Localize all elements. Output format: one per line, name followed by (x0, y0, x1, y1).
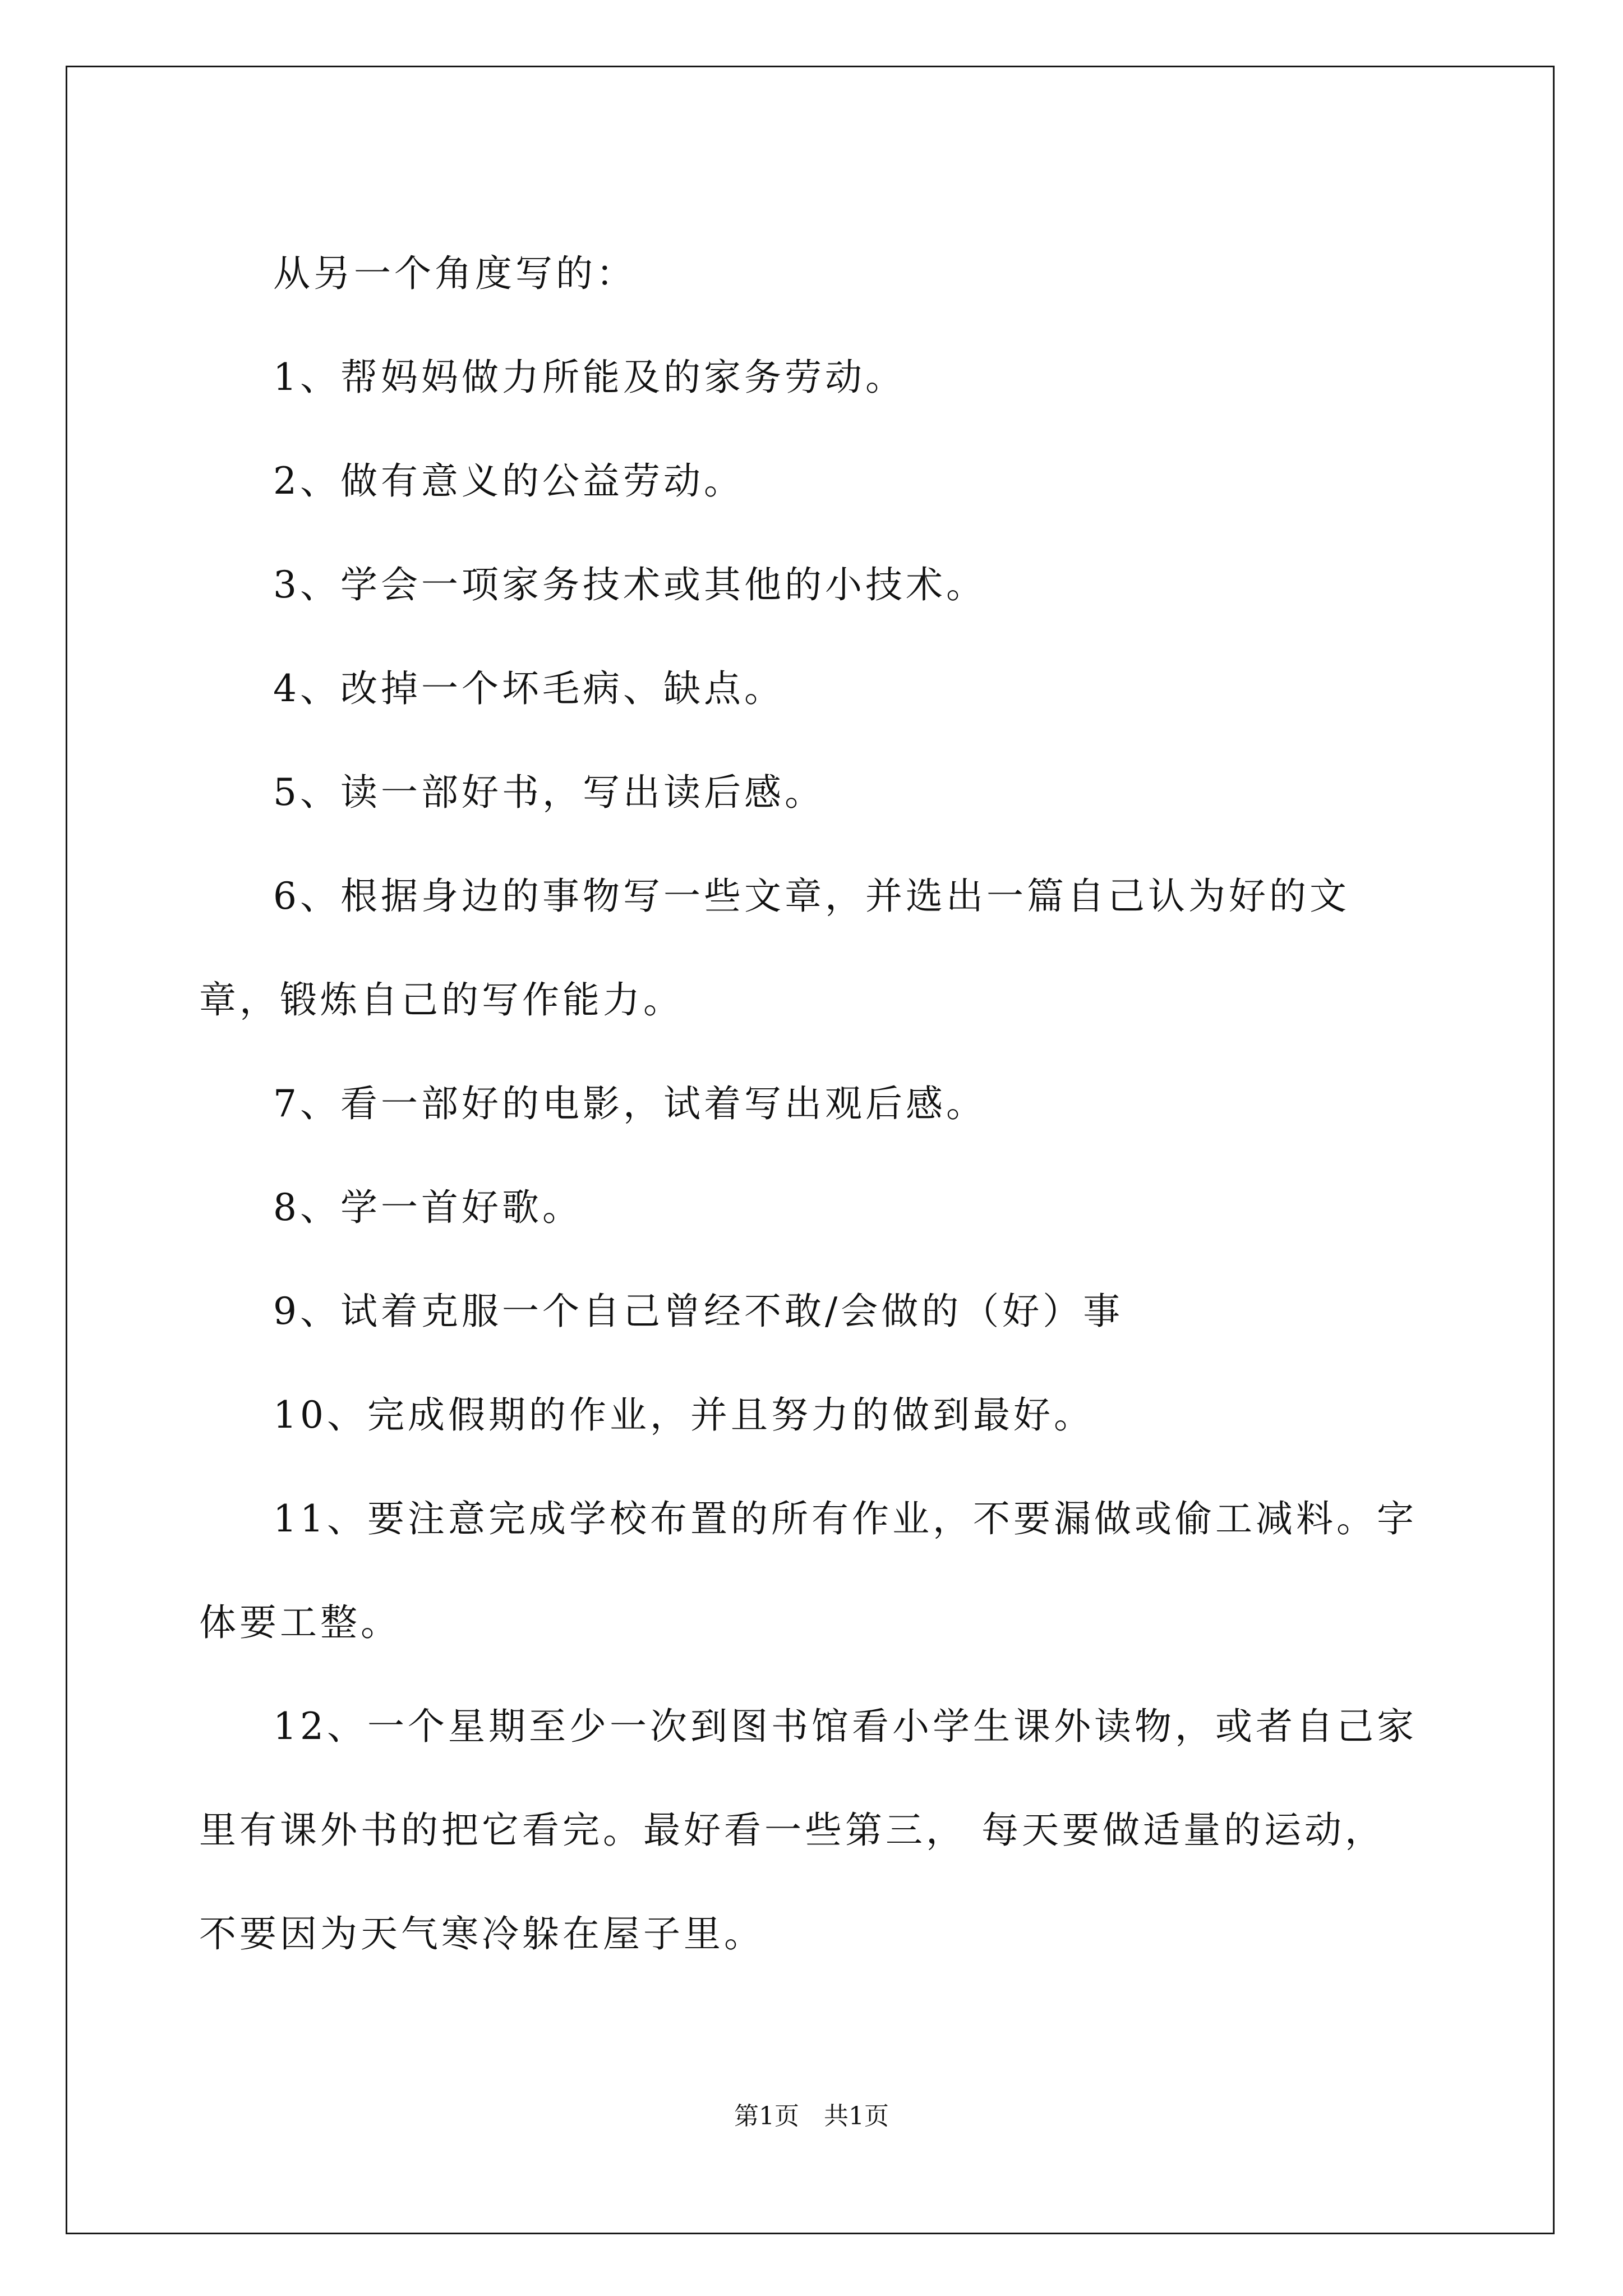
page-footer: 第1页 共1页 (734, 2102, 889, 2131)
list-item: 9、试着克服一个自己曾经不敢/会做的（好）事 (273, 1290, 1124, 1333)
list-item: 12、一个星期至少一次到图书馆看小学生课外读物，或者自己家里有课外书的把它看完。最好看一些第三， 每天要做适量的运动，不要因为天气寒冷躲在屋子里。 (199, 1705, 1417, 1955)
list-item: 1、帮妈妈做力所能及的家务劳动。 (273, 356, 906, 399)
list-item: 8、学一首好歌。 (273, 1186, 583, 1229)
list-item: 10、完成假期的作业，并且努力的做到最好。 (273, 1393, 1094, 1437)
paragraph-intro: 从另一个角度写的： (273, 252, 637, 295)
list-item: 11、要注意完成学校布置的所有作业，不要漏做或偷工减料。字体要工整。 (199, 1497, 1417, 1644)
document-body (199, 222, 1422, 1986)
list-item: 2、做有意义的公益劳动。 (273, 459, 744, 503)
list-item: 3、学会一项家务技术或其他的小技术。 (273, 563, 986, 606)
list-item: 5、读一部好书，写出读后感。 (273, 771, 825, 814)
list-item: 6、根据身边的事物写一些文章，并选出一篇自己认为好的文章，锻炼自己的写作能力。 (199, 875, 1350, 1022)
list-item: 4、改掉一个坏毛病、缺点。 (273, 667, 785, 710)
list-item: 7、看一部好的电影，试着写出观后感。 (273, 1082, 986, 1125)
